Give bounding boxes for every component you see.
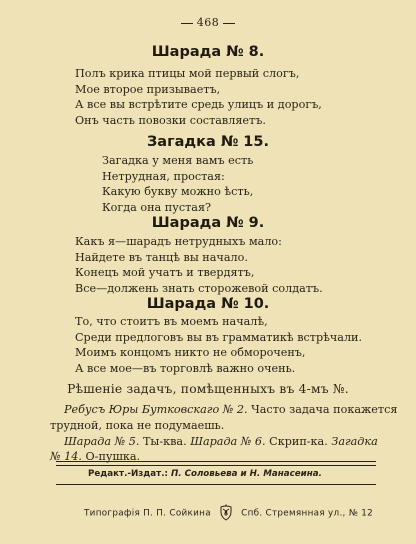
riddle-14-label-start: Загадка [331, 434, 378, 448]
charade-10-verse [75, 314, 362, 377]
charade-5-label: Шарада № 5. [64, 434, 140, 448]
editor-publisher-line [88, 469, 322, 479]
solution-line: трудной, пока не подумаешь. [50, 418, 225, 432]
verse-line: Среди предлоговъ вы въ грамматикѣ встрѣчали. [75, 330, 363, 344]
charade-8-verse [75, 66, 322, 129]
verse-line: А все вы встрѣтите средь улицъ и дорогъ, [75, 98, 322, 112]
charade-6-answer: Скрип-ка. [265, 434, 332, 448]
solution-line [50, 434, 390, 450]
page-number-dash-left [181, 23, 193, 24]
page-number-value: 468 [196, 16, 220, 29]
divider [56, 484, 376, 485]
charade-8-title: Шарада № 8. [151, 44, 265, 60]
printer-name: Типографія П. П. Сойкина [84, 508, 211, 519]
charade-10-title: Шарада № 10. [146, 296, 270, 312]
verse-line: А все мое—въ торговлѣ важно очень. [75, 362, 296, 376]
riddle-14-answer: О-пушка. [81, 450, 141, 464]
page-number-dash-right [223, 23, 235, 24]
solution-line [50, 402, 398, 418]
rebus-label: Ребусъ Юры Бутковскаго № 2. [64, 403, 248, 416]
editor-label: Редакт.-Издат.: [88, 469, 168, 479]
verse-line: Онъ часть повозки составляетъ. [75, 114, 266, 128]
verse-line: Все—должень знать сторожевой солдатъ. [75, 282, 323, 296]
printer-address: Спб. Стремянная ул., № 12 [241, 508, 374, 519]
verse-line: Какъ я—шарадъ нетрудныхъ мало: [75, 235, 282, 248]
charade-9-verse [75, 234, 323, 297]
verse-line: То, что стоитъ въ моемъ началѣ, [75, 315, 268, 328]
verse-line: Полъ крика птицы мой первый слогъ, [75, 67, 300, 80]
riddle-14-label-end: № 14. [50, 450, 82, 464]
verse-line: Когда она пустая? [102, 201, 212, 215]
charade-6-label: Шарада № 6. [190, 434, 266, 448]
editor-names: П. Соловьева и Н. Манасеина. [167, 469, 322, 479]
solutions-text [50, 402, 398, 465]
charade-9-title: Шарада № 9. [151, 215, 265, 231]
verse-line: Найдете въ танцѣ вы начало. [75, 250, 248, 264]
riddle-15-verse [102, 153, 253, 216]
page-number [0, 16, 416, 29]
verse-line: Какую букву можно ѣсть, [102, 185, 254, 199]
verse-line: Моимъ концомъ никто не обмороченъ, [75, 346, 306, 360]
solutions-title: Рѣшеніе задачъ, помѣщенныхъ въ 4-мъ №. [67, 382, 349, 396]
charade-5-answer: Ты-ква. [139, 434, 191, 448]
verse-line: Конецъ мой учатъ и твердятъ, [75, 266, 255, 280]
riddle-15-title: Загадка № 15. [146, 134, 269, 150]
double-divider [56, 461, 376, 466]
printer-imprint [84, 504, 373, 522]
verse-line: Загадка у меня вамъ есть [102, 154, 254, 167]
double-headed-eagle-crest-icon [218, 503, 234, 521]
verse-line: Нетрудная, простая: [102, 169, 225, 183]
verse-line: Мое второе призываетъ, [75, 82, 221, 96]
rebus-answer: Часто задача покажется [247, 403, 398, 416]
